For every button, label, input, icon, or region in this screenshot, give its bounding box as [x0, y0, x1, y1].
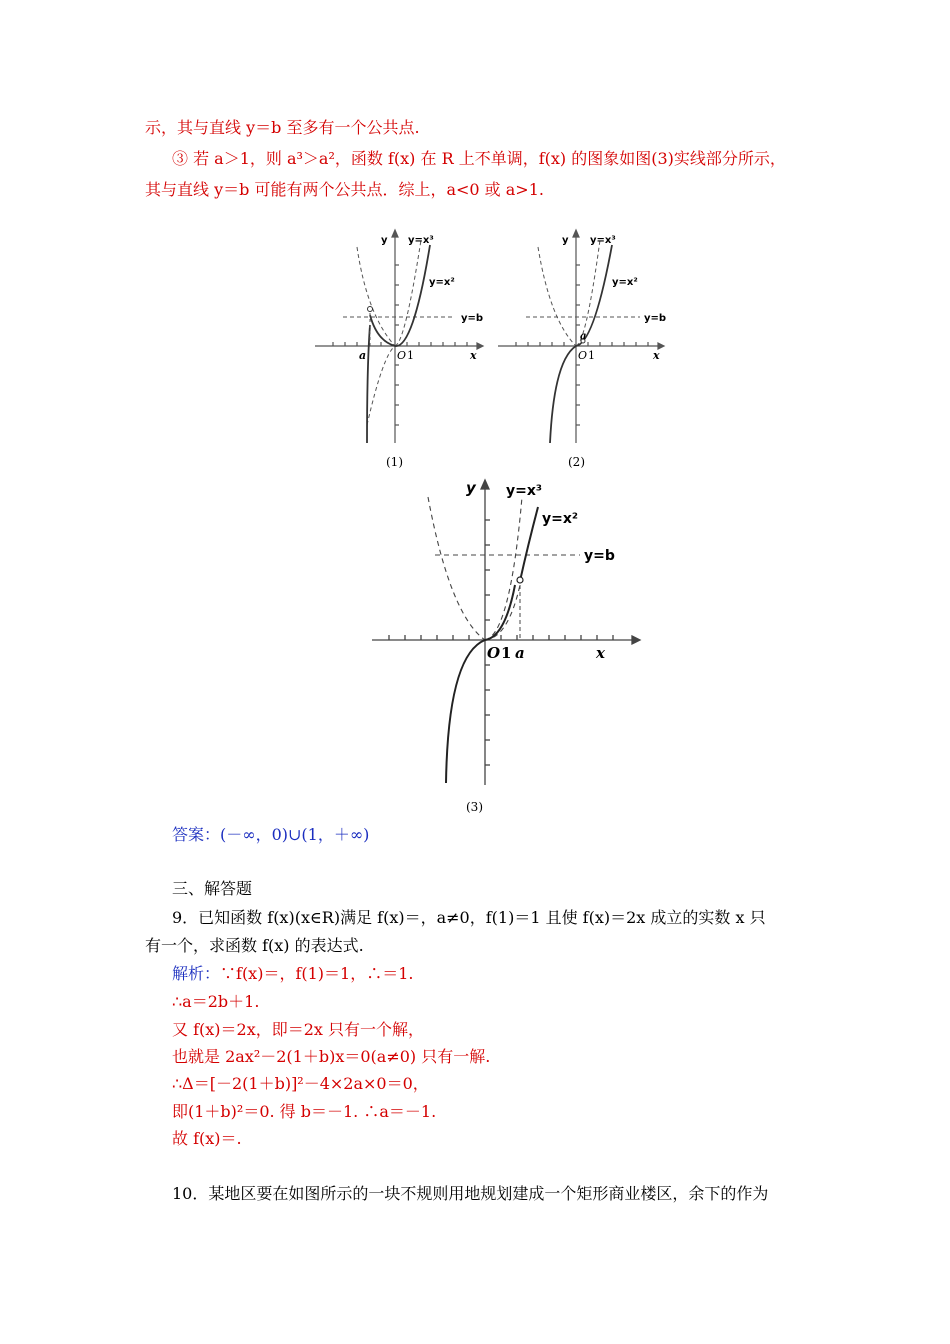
- one-label: 1: [588, 349, 595, 362]
- origin-label: O: [487, 644, 501, 662]
- a-label: a: [359, 349, 367, 362]
- curve-fx-solid-right: [370, 245, 430, 346]
- y-axis-label: y: [381, 235, 388, 246]
- hline-label: y=b: [644, 313, 667, 324]
- q9-solution-label: 解析：: [172, 964, 221, 983]
- curve-x2-left-dashed: [428, 497, 485, 640]
- q9-sol-2: ∴a＝2b＋1.: [172, 992, 260, 1011]
- x-axis-arrow: [632, 636, 640, 644]
- solution-line-2: ③ 若 a＞1，则 a³＞a²，函数 f(x) 在 R 上不单调，f(x) 的图象如图(3)实线部分所示，: [172, 149, 786, 168]
- y-axis-arrow: [573, 230, 579, 237]
- figure-3: [370, 475, 650, 795]
- cubic-label: y=x³: [506, 483, 543, 499]
- y-axis-label: y: [466, 479, 476, 497]
- y-axis-arrow: [392, 230, 398, 237]
- q9-line-1: 9．已知函数 f(x)(x∈R)满足 f(x)＝，a≠0，f(1)＝1 且使 f(x)＝2x 成立的实数 x 只: [172, 908, 766, 927]
- x-axis-label: x: [470, 349, 477, 362]
- q9-sol-7: 故 f(x)＝.: [172, 1129, 242, 1148]
- figure-2-caption: (2): [568, 455, 585, 469]
- cubic-label: y=x³: [408, 235, 434, 246]
- cubic-label: y=x³: [590, 235, 616, 246]
- q9-sol-5: ∴Δ＝[－2(1＋b)]²－4×2a×0＝0，: [172, 1074, 429, 1093]
- q9-sol-1: ∵f(x)＝，f(1)＝1，∴＝1.: [220, 964, 414, 983]
- origin-label: O: [578, 349, 588, 362]
- square-label: y=x²: [612, 277, 638, 288]
- x-ticks: [389, 635, 613, 640]
- solution-line-1: 示，其与直线 y＝b 至多有一个公共点.: [145, 118, 420, 137]
- curve-fx-solid-right: [520, 507, 538, 581]
- curve-fx-solid: [550, 245, 612, 443]
- figure-3-caption: (3): [466, 800, 483, 814]
- figure-2: [490, 225, 670, 475]
- q10-line-1: 10．某地区要在如图所示的一块不规则用地规划建成一个矩形商业楼区，余下的作为: [172, 1184, 769, 1203]
- figure-1: [305, 225, 485, 475]
- a-label: a: [515, 644, 525, 662]
- square-label: y=x²: [429, 277, 455, 288]
- answer-line: 答案：(－∞，0)∪(1，＋∞): [172, 825, 370, 844]
- hline-label: y=b: [461, 313, 484, 324]
- solution-line-3: 其与直线 y＝b 可能有两个公共点．综上，a<0 或 a>1.: [145, 180, 544, 199]
- one-label: 1: [407, 349, 414, 362]
- curve-x3-left-dashed: [367, 346, 395, 425]
- y-axis-label: y: [562, 235, 569, 246]
- x-axis-label: x: [596, 644, 605, 662]
- open-point: [368, 307, 373, 312]
- q9-solution-first-line: [172, 963, 413, 985]
- hline-label: y=b: [584, 548, 615, 564]
- origin-label: O: [397, 349, 407, 362]
- x-axis-label: x: [653, 349, 660, 362]
- a-label: a: [580, 331, 587, 342]
- open-point: [517, 577, 523, 583]
- x-axis-arrow: [477, 343, 483, 349]
- y-ticks: [485, 520, 490, 765]
- q9-sol-3: 又 f(x)＝2x，即＝2x 只有一个解，: [172, 1020, 425, 1039]
- figure-1-caption: (1): [386, 455, 403, 469]
- curve-x2-left-dashed: [538, 247, 576, 346]
- curve-x2-right-dashed: [485, 585, 520, 640]
- square-label: y=x²: [542, 511, 579, 527]
- curve-x3-right-dashed: [485, 497, 522, 640]
- curve-fx-solid-left: [446, 585, 515, 783]
- q9-line-2: 有一个，求函数 f(x) 的表达式.: [145, 936, 364, 955]
- one-label: 1: [501, 644, 512, 662]
- curve-fx-solid-left: [367, 325, 370, 443]
- q9-sol-6: 即(1＋b)²＝0. 得 b＝－1. ∴a＝－1.: [172, 1102, 437, 1121]
- curve-x2-right-dashed: [395, 240, 421, 346]
- y-axis-arrow: [481, 480, 489, 489]
- q9-sol-4: 也就是 2ax²－2(1＋b)x＝0(a≠0) 只有一解.: [172, 1047, 491, 1066]
- section-title: 三、解答题: [172, 879, 253, 898]
